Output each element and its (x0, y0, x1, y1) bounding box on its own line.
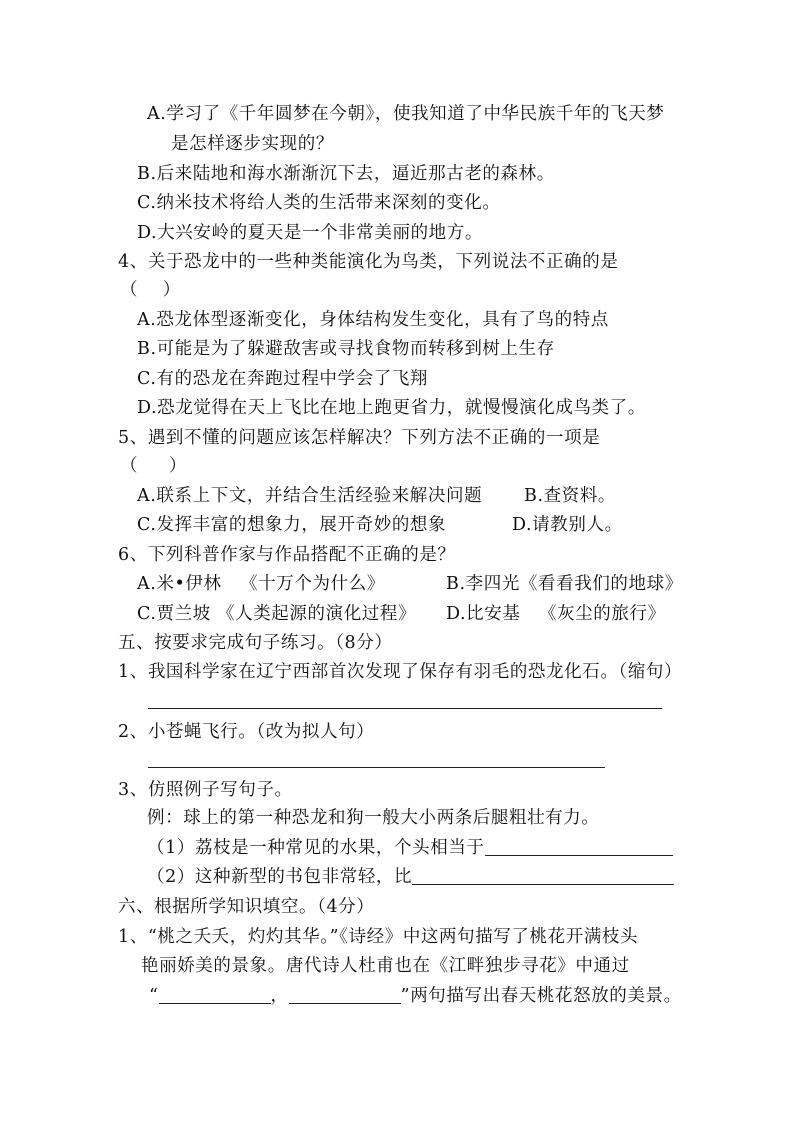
q3-option-c: C.纳米技术将给人类的生活带来深刻的变化。 (137, 193, 501, 213)
answer-line-2[interactable] (148, 767, 605, 768)
q5-stem: 5、遇到不懂的问题应该怎样解决？下列方法不正确的一项是 (118, 428, 601, 448)
q3-option-a-line2: 是怎样逐步实现的？ (171, 134, 334, 154)
sub2-answer-blank[interactable] (412, 868, 674, 885)
comma: ， (270, 986, 289, 1006)
q4-answer-paren: （ ） (120, 280, 181, 300)
q4-option-b: B.可能是为了躲避敌害或寻找食物而转移到树上生存 (137, 339, 555, 359)
section6-item1-line2: 艳丽娇美的景象。唐代诗人杜甫也在《江畔独步寻花》中通过 (141, 956, 630, 976)
q6-option-b: B.李四光《看看我们的地球》 (446, 574, 683, 594)
poem-line-blank-1[interactable] (159, 987, 271, 1004)
q3-option-b: B.后来陆地和海水渐渐沉下去，逼近那古老的森林。 (137, 164, 555, 184)
q5-option-b: B.查资料。 (524, 486, 617, 506)
sub1-answer-blank[interactable] (485, 839, 673, 856)
section6-heading: 六、根据所学知识填空。（4分） (118, 897, 375, 917)
section5-example: 例：球上的第一种恐龙和狗一般大小两条后腿粗壮有力。 (147, 808, 600, 828)
q5-option-c: C.发挥丰富的想象力，展开奇妙的想象 (137, 515, 447, 535)
quote-open: “ (149, 986, 159, 1006)
q6-stem: 6、下列科普作家与作品搭配不正确的是？ (118, 545, 456, 565)
section6-item1-tail: ”两句描写出春天桃花怒放的美景。 (400, 986, 682, 1006)
q4-stem: 4、关于恐龙中的一些种类能演化为鸟类，下列说法不正确的是 (118, 252, 619, 272)
section5-item3: 3、仿照例子写句子。 (118, 780, 293, 800)
section5-item2: 2、小苍蝇飞行。（改为拟人句） (118, 722, 375, 742)
q4-option-c: C.有的恐龙在奔跑过程中学会了飞翔 (137, 369, 429, 389)
q3-option-d: D.大兴安岭的夏天是一个非常美丽的地方。 (137, 223, 483, 243)
q6-option-d: D.比安基 《灰尘的旅行》 (446, 604, 666, 624)
q4-option-d: D.恐龙觉得在天上飞比在地上跑更省力，就慢慢演化成鸟类了。 (137, 398, 646, 418)
section5-heading: 五、按要求完成句子练习。（8分） (118, 633, 393, 653)
section5-sub1-text: （1）荔枝是一种常见的水果，个头相当于 (147, 838, 485, 858)
q6-option-a: A.米•伊林 《十万个为什么》 (137, 574, 385, 594)
section5-item1: 1、我国科学家在辽宁西部首次发现了保存有羽毛的恐龙化石。（缩句） (118, 662, 683, 682)
q6-option-c: C.贾兰坡 《人类起源的演化过程》 (137, 604, 417, 624)
section5-sub1 (147, 837, 673, 859)
q5-option-d: D.请教别人。 (512, 515, 623, 535)
section6-item1-line1: 1、“桃之夭夭，灼灼其华。”《诗经》中这两句描写了桃花开满枝头 (118, 927, 639, 947)
q4-option-a: A.恐龙体型逐渐变化，身体结构发生变化，具有了鸟的特点 (137, 310, 609, 330)
poem-line-blank-2[interactable] (289, 987, 401, 1004)
q5-answer-paren: （ ） (120, 456, 188, 476)
answer-line-1[interactable] (148, 708, 662, 709)
q3-option-a-line1: A.学习了《千年圆梦在今朝》，使我知道了中华民族千年的飞天梦 (147, 104, 665, 124)
section6-item1-line3 (149, 985, 682, 1007)
section5-sub2 (147, 866, 674, 888)
q5-option-a: A.联系上下文，并结合生活经验来解决问题 (137, 486, 483, 506)
section5-sub2-text: （2）这种新型的书包非常轻，比 (147, 867, 413, 887)
